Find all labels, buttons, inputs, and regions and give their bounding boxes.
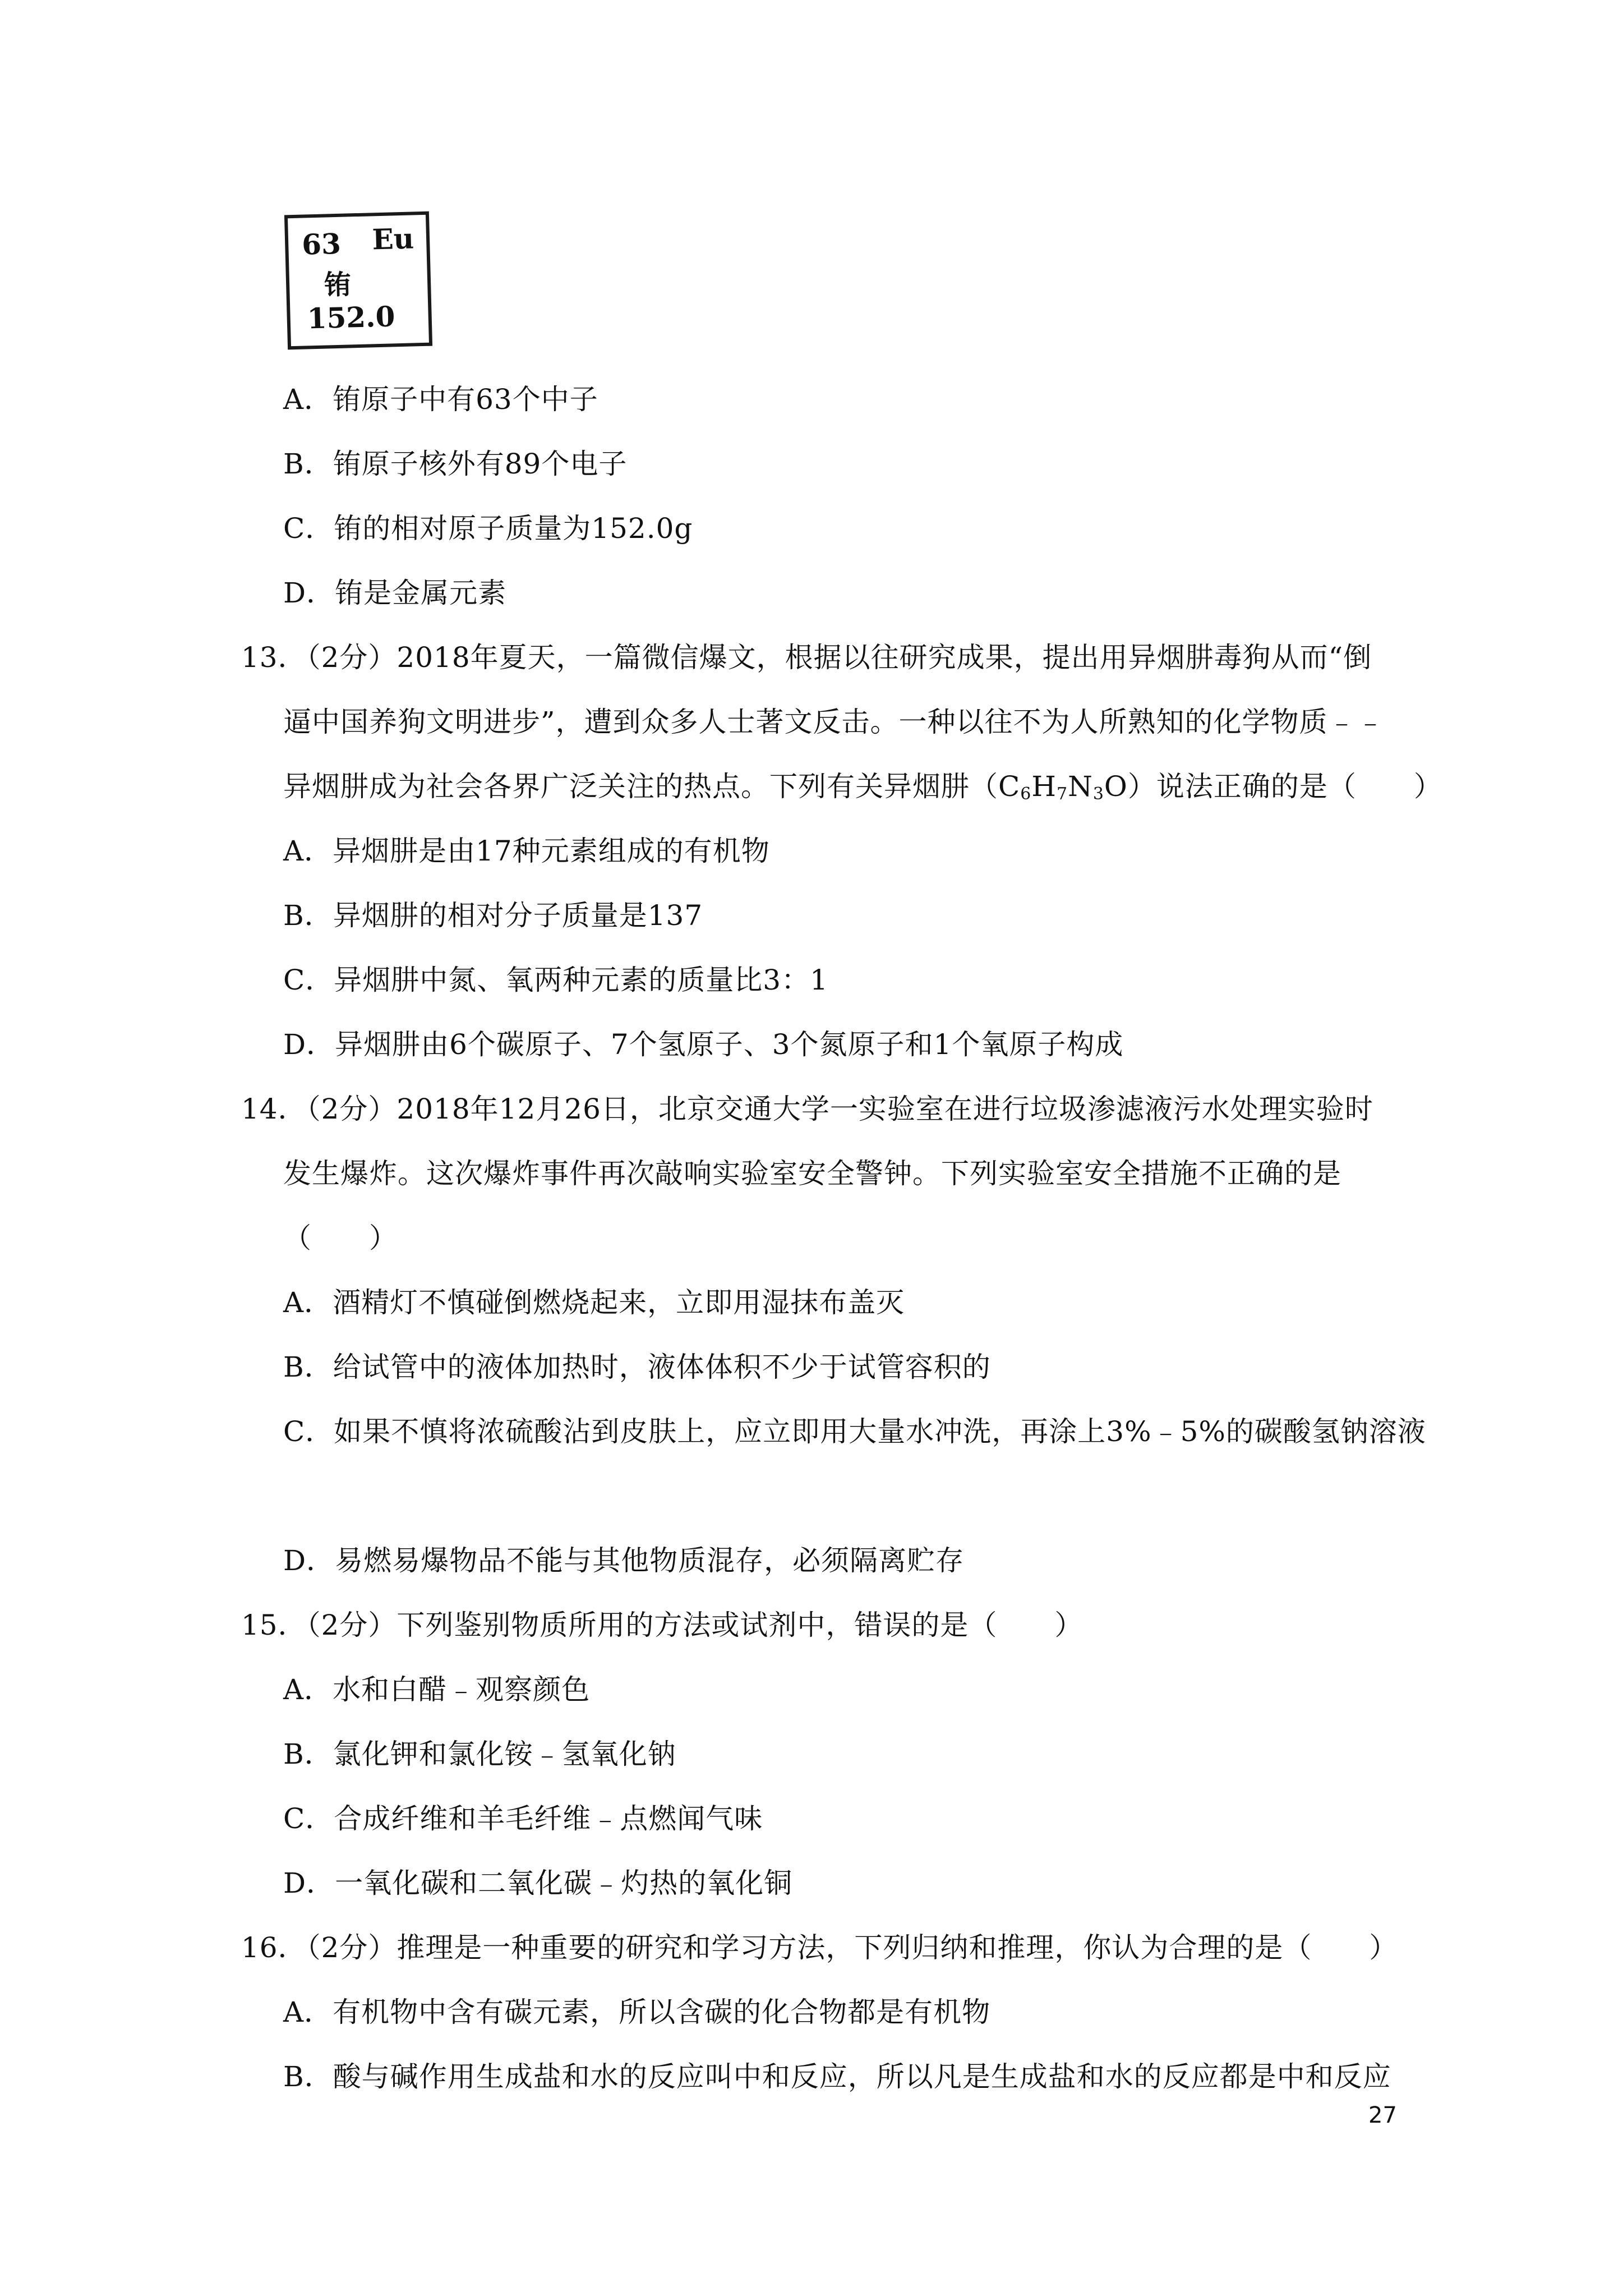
q16-option-b: B．酸与碱作用生成盐和水的反应叫中和反应，所以凡是生成盐和水的反应都是中和反应	[283, 2060, 1391, 2093]
q12-option-d: D．铕是金属元素	[283, 577, 507, 609]
q14-stem-line2: 发生爆炸。这次爆炸事件再次敲响实验室安全警钟。下列实验室安全措施不正确的是	[283, 1157, 1341, 1190]
q14-option-d: D．易燃易爆物品不能与其他物质混存，必须隔离贮存	[283, 1544, 965, 1577]
q14-option-a: A．酒精灯不慎碰倒燃烧起来，立即用湿抹布盖灭	[283, 1286, 905, 1319]
q13-option-d: D．异烟肼由6个碳原子、7个氢原子、3个氮原子和1个氧原子构成	[283, 1028, 1124, 1061]
element-symbol: Eu	[371, 222, 414, 256]
q15-option-a: A．水和白醋﹣观察颜色	[283, 1673, 591, 1706]
q16-option-a: A．有机物中含有碳元素，所以含碳的化合物都是有机物	[283, 1996, 991, 2028]
q13-stem-line2: 逼中国养狗文明进步”，遭到众多人士著文反击。一种以往不为人所熟知的化学物质﹣﹣	[283, 706, 1385, 738]
atomic-number: 63	[301, 227, 342, 261]
q15-stem-line1: 15．（2分）下列鉴别物质所用的方法或试剂中，错误的是（ ）	[241, 1609, 1083, 1641]
q13-option-b: B．异烟肼的相对分子质量是137	[283, 899, 703, 932]
element-name: 铕	[324, 269, 352, 301]
q13-option-c: C．异烟肼中氮、氧两种元素的质量比3：1	[283, 964, 828, 996]
q15-option-d: D．一氧化碳和二氧化碳﹣灼热的氧化铜	[283, 1867, 793, 1899]
q14-stem-line1: 14．（2分）2018年12月26日，北京交通大学一实验室在进行垃圾渗滤液污水处理实验时	[241, 1093, 1373, 1125]
q12-option-a: A．铕原子中有63个中子	[283, 383, 598, 416]
page-number: 27	[1368, 2102, 1397, 2128]
q12-option-b: B．铕原子核外有89个电子	[283, 448, 628, 480]
q15-option-c: C．合成纤维和羊毛纤维﹣点燃闻气味	[283, 1802, 763, 1835]
q13-stem-line1: 13．（2分）2018年夏天，一篇微信爆文，根据以往研究成果，提出用异烟肼毒狗从而“倒	[241, 641, 1372, 674]
q12-option-c: C．铕的相对原子质量为152.0g	[283, 512, 693, 545]
q14-option-b: B．给试管中的液体加热时，液体体积不少于试管容积的	[283, 1351, 991, 1383]
atomic-mass: 152.0	[306, 300, 396, 335]
q14-stem-line3: （ ）	[283, 1222, 398, 1254]
q16-stem-line1: 16．（2分）推理是一种重要的研究和学习方法，下列归纳和推理，你认为合理的是（ ）	[241, 1931, 1398, 1964]
q13-option-a: A．异烟肼是由17种元素组成的有机物	[283, 835, 770, 867]
q14-option-c: C．如果不慎将浓硫酸沾到皮肤上，应立即用大量水冲洗，再涂上3%﹣5%的碳酸氢钠溶液	[283, 1415, 1426, 1448]
q15-option-b: B．氯化钾和氯化铵﹣氢氧化钠	[283, 1738, 676, 1770]
q13-stem-line3: 异烟肼成为社会各界广泛关注的热点。下列有关异烟肼$(C_6H_7N_3O)$说法正确的是（ ）	[283, 770, 1442, 804]
periodic-element-box	[284, 211, 432, 350]
